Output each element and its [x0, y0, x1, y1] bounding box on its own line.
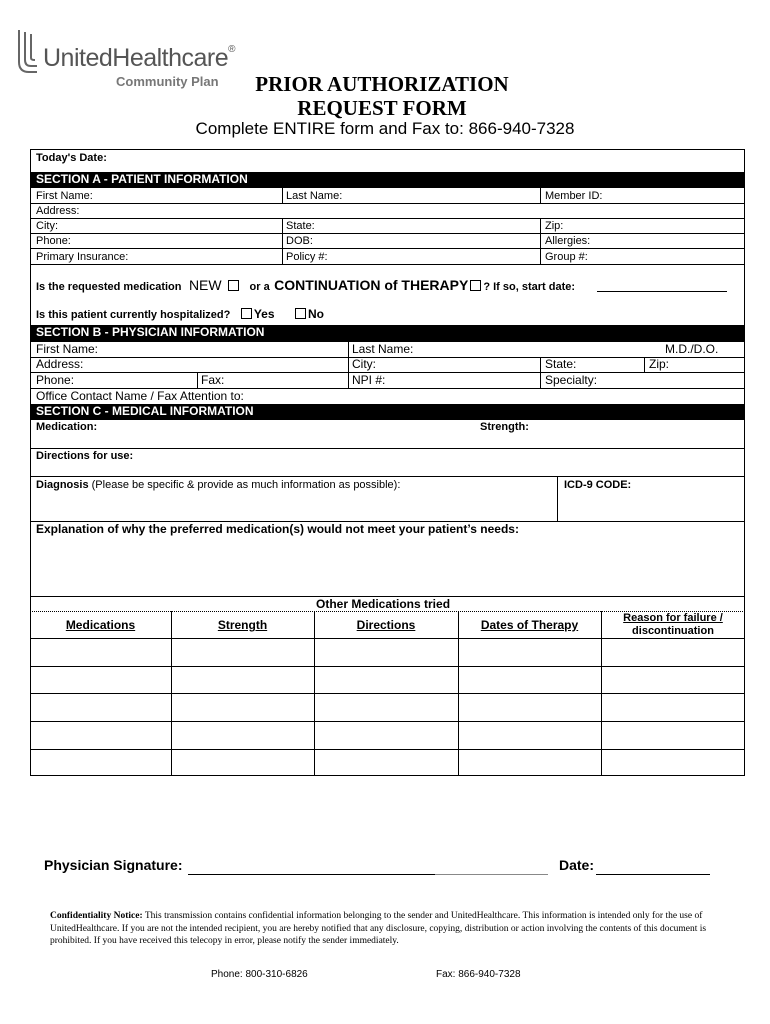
patient-zip-field[interactable]: Zip: [545, 220, 564, 232]
footer-fax: Fax: 866-940-7328 [436, 969, 521, 980]
logo-subtitle: Community Plan [116, 74, 219, 89]
logo-mark-icon [15, 28, 41, 74]
col-header-reason-line1: Reason for failure / [623, 612, 723, 624]
physician-signature-line[interactable] [188, 874, 435, 875]
patient-phone-field[interactable]: Phone: [36, 235, 71, 247]
physician-fax-field[interactable]: Fax: [201, 373, 225, 387]
patient-state-field[interactable]: State: [286, 220, 315, 232]
col-header-dates-of-therapy: Dates of Therapy [480, 618, 579, 632]
patient-member-id-field[interactable]: Member ID: [545, 190, 603, 202]
physician-first-name-field[interactable]: First Name: [36, 342, 99, 356]
other-medications-title: Other Medications tried [316, 597, 451, 611]
hospitalized-question: Is this patient currently hospitalized? Yes No [36, 307, 324, 321]
continuation-checkbox[interactable] [470, 280, 481, 291]
section-a-heading: SECTION A - PATIENT INFORMATION [30, 172, 745, 188]
patient-city-field[interactable]: City: [36, 220, 58, 232]
col-header-directions: Directions [356, 618, 416, 632]
section-b-heading: SECTION B - PHYSICIAN INFORMATION [30, 325, 745, 342]
new-or-continuation-question: Is the requested medication NEW or a CONTINUATION of THERAPY ? If so, start date: [36, 277, 576, 293]
confidentiality-notice: Confidentiality Notice: This transmission contains confidential information belonging to the sender and UnitedHealthcare. This information is intended only for the use of UnitedHealthcare. If you are not the intended recipient, you are hereby notified that any disclosure, copying, distribution or action involving the contents of this document is prohibited. If you have received this telecopy in error, please notify the sender immediately. [50, 911, 707, 946]
start-date-line[interactable] [597, 291, 727, 292]
patient-first-name-field[interactable]: First Name: [36, 190, 93, 202]
physician-city-field[interactable]: City: [352, 357, 376, 371]
physician-specialty-field[interactable]: Specialty: [545, 373, 598, 387]
signature-date-label: Date: [559, 857, 595, 873]
patient-group-field[interactable]: Group #: [545, 251, 588, 263]
patient-last-name-field[interactable]: Last Name: [286, 190, 343, 202]
physician-last-name-field[interactable]: Last Name: [352, 342, 414, 356]
hospitalized-no-checkbox[interactable] [295, 308, 306, 319]
medications-table-body[interactable] [30, 639, 745, 776]
directions-field[interactable]: Directions for use: [36, 450, 134, 462]
physician-address-field[interactable]: Address: [36, 357, 84, 371]
office-contact-field[interactable]: Office Contact Name / Fax Attention to: [36, 389, 244, 403]
col-header-reason-line2: discontinuation [632, 625, 714, 637]
todays-date-label[interactable]: Today's Date: [36, 152, 107, 164]
physician-md-do-field[interactable]: M.D./D.O. [665, 342, 719, 356]
col-header-strength: Strength [217, 618, 268, 632]
physician-phone-field[interactable]: Phone: [36, 373, 75, 387]
patient-primary-insurance-field[interactable]: Primary Insurance: [36, 251, 129, 263]
physician-zip-field[interactable]: Zip: [649, 357, 670, 371]
physician-npi-field[interactable]: NPI #: [352, 373, 386, 387]
col-header-medications: Medications [65, 618, 136, 632]
physician-state-field[interactable]: State: [545, 357, 577, 371]
signature-date-line[interactable] [596, 874, 710, 875]
patient-address-field[interactable]: Address: [36, 205, 80, 217]
strength-field[interactable]: Strength: [480, 421, 529, 433]
icd9-code-field[interactable]: ICD-9 CODE: [564, 479, 632, 491]
logo-wordmark: UnitedHealthcare® [43, 44, 236, 72]
new-checkbox[interactable] [228, 280, 239, 291]
medication-field[interactable]: Medication: [36, 421, 98, 433]
form-title-line1: PRIOR AUTHORIZATION [255, 72, 509, 96]
explanation-field[interactable]: Explanation of why the preferred medication(s) would not meet your patient’s needs: [36, 522, 519, 536]
patient-allergies-field[interactable]: Allergies: [545, 235, 591, 247]
form-title-line2: REQUEST FORM [297, 96, 467, 120]
hospitalized-yes-checkbox[interactable] [241, 308, 252, 319]
form-subtitle: Complete ENTIRE form and Fax to: 866-940-7328 [195, 119, 575, 138]
diagnosis-field[interactable]: Diagnosis (Please be specific & provide as much information as possible): [36, 479, 401, 491]
physician-signature-label: Physician Signature: [44, 857, 183, 873]
section-c-heading: SECTION C - MEDICAL INFORMATION [30, 404, 745, 420]
patient-policy-field[interactable]: Policy #: [286, 251, 328, 263]
footer-phone: Phone: 800-310-6826 [211, 969, 308, 980]
patient-dob-field[interactable]: DOB: [286, 235, 313, 247]
